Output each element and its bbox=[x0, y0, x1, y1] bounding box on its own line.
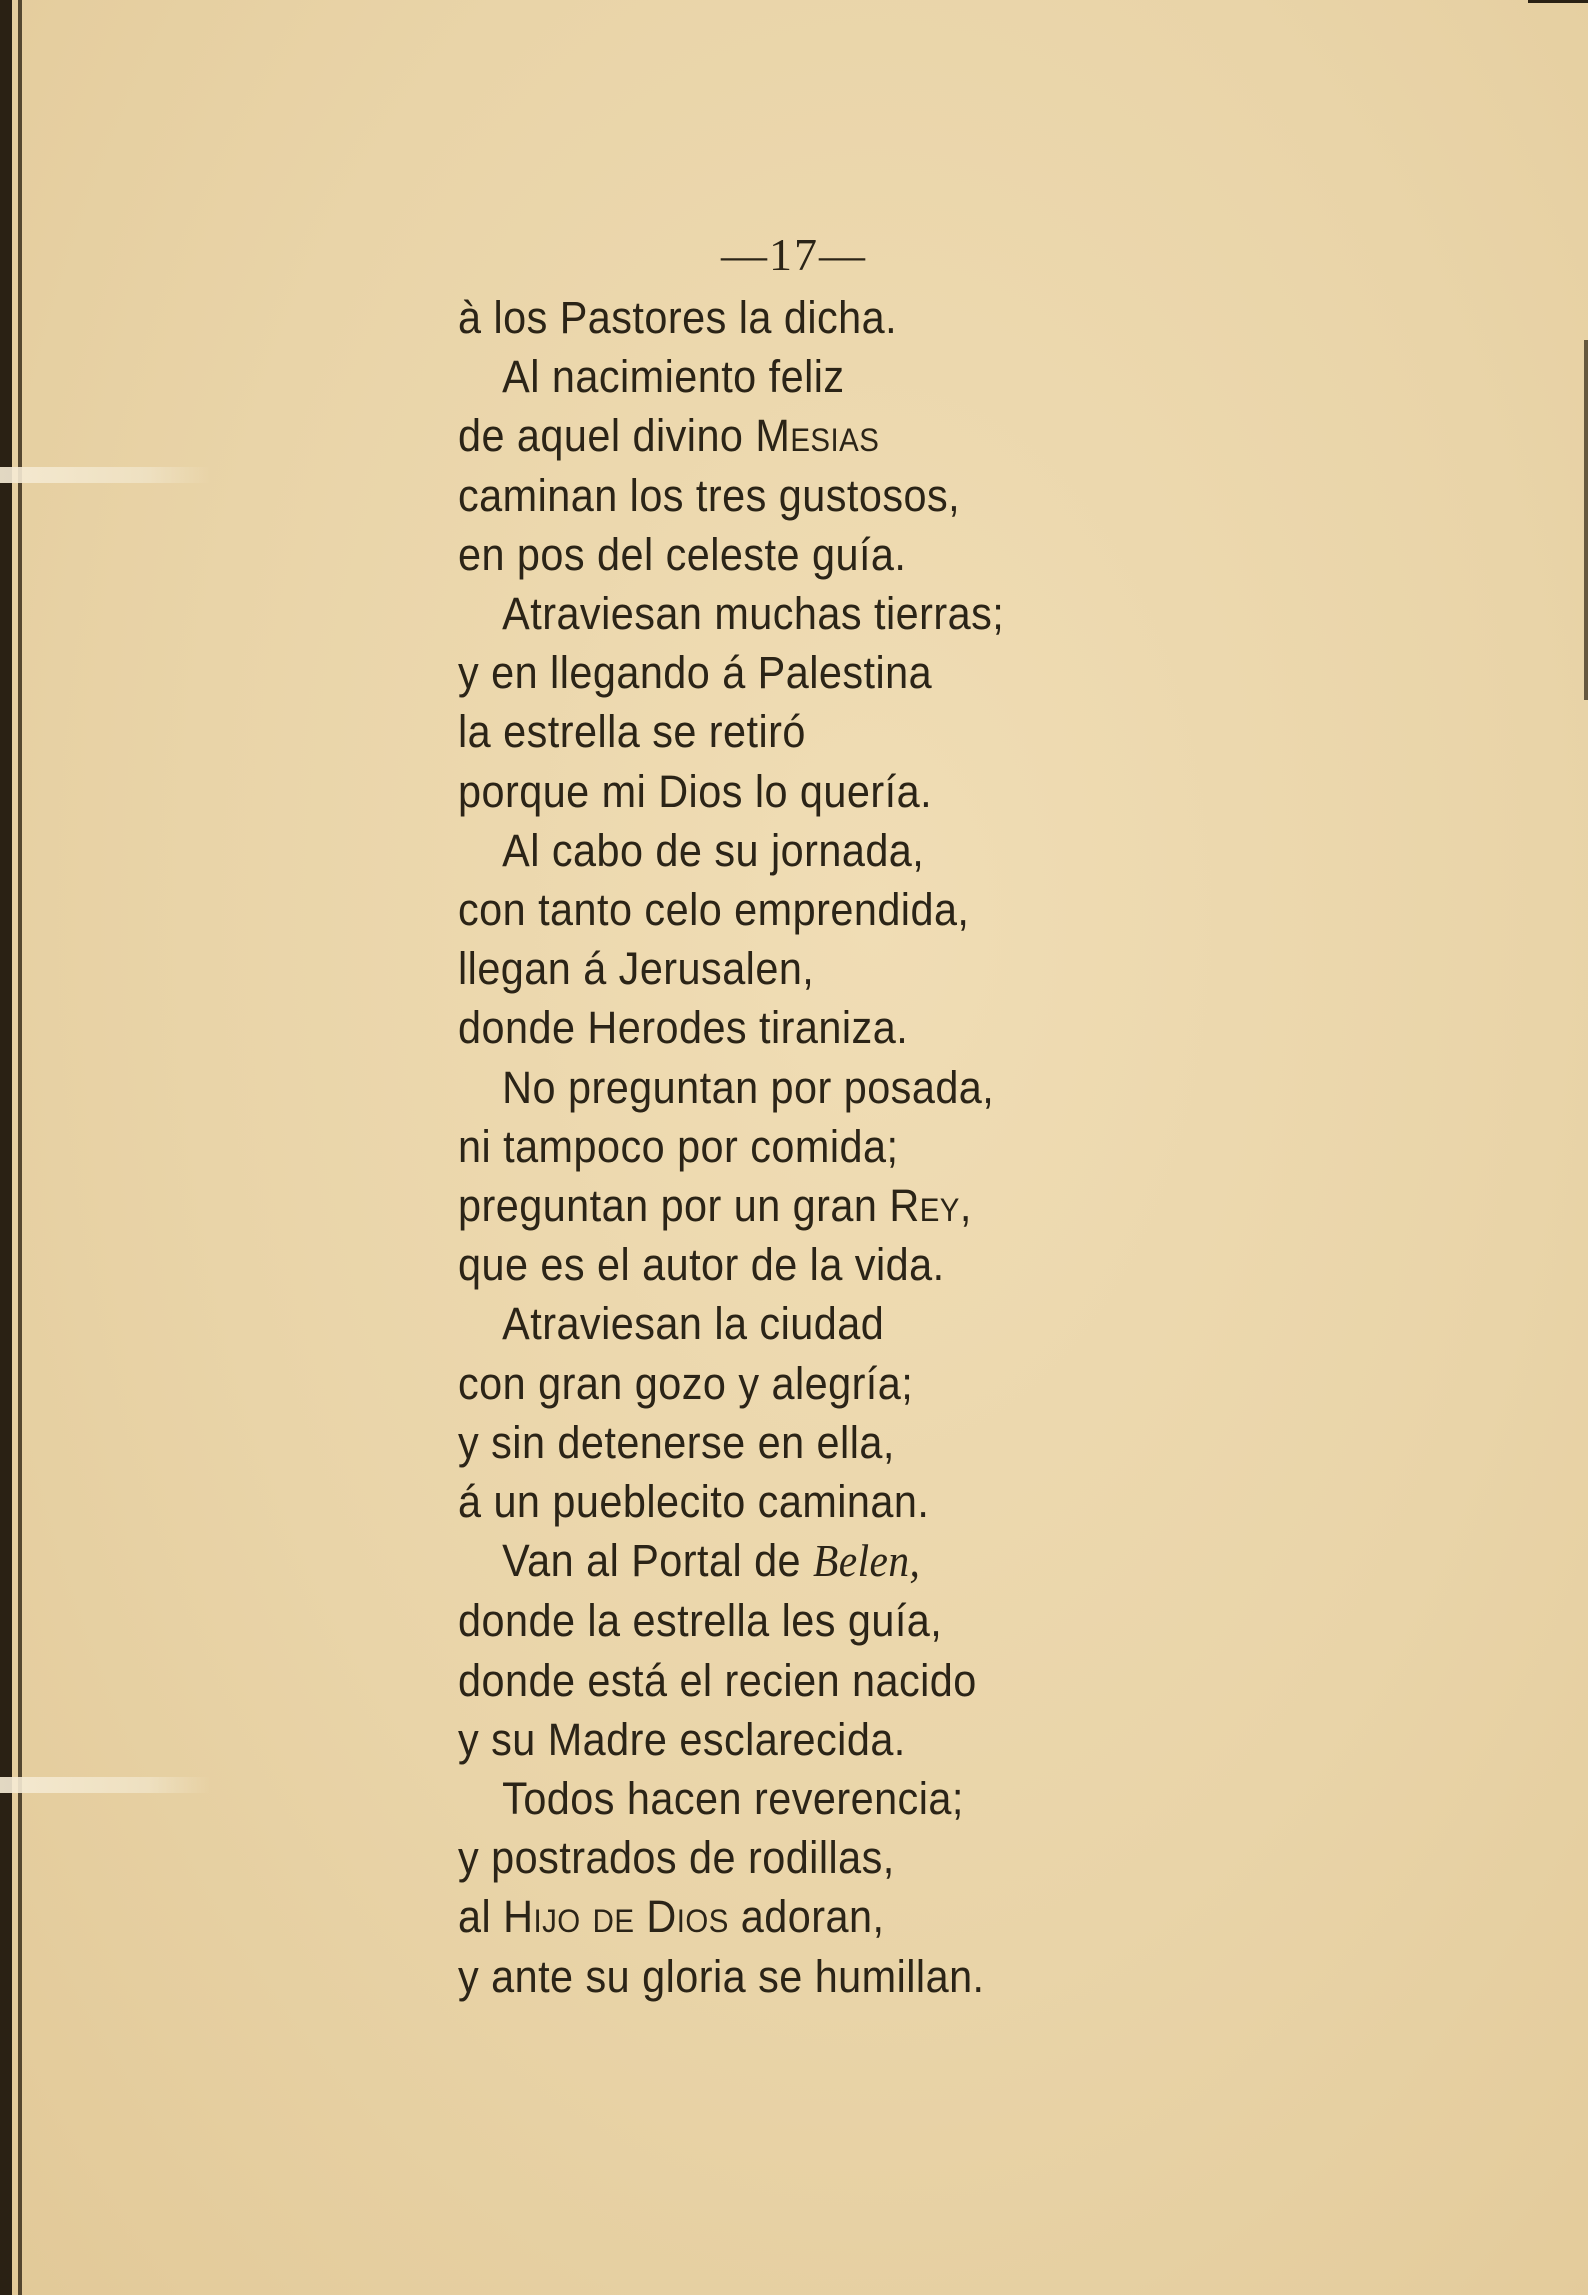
small-caps-name: Rey bbox=[889, 1180, 960, 1232]
poem-line: porque mi Dios lo quería. bbox=[458, 765, 933, 817]
poem-line-text: al bbox=[458, 1891, 504, 1943]
small-caps-name: Mesias bbox=[755, 410, 880, 462]
small-caps-name: Hijo de Dios bbox=[503, 1891, 729, 1943]
poem-line: en pos del celeste guía. bbox=[458, 528, 907, 580]
poem-line bbox=[458, 1176, 1378, 1235]
poem-line: Todos hacen reverencia; bbox=[502, 1773, 964, 1825]
poem-line bbox=[458, 1887, 1378, 1946]
poem-line: y ante su gloria se humillan. bbox=[458, 1950, 985, 2002]
italic-place-name: Belen, bbox=[813, 1536, 921, 1587]
binding-stitch bbox=[0, 1777, 210, 1793]
poem-line: donde la estrella les guía, bbox=[458, 1595, 943, 1647]
binding-stitch bbox=[0, 467, 210, 483]
binding-fold-line bbox=[18, 0, 22, 2295]
poem-line: caminan los tres gustosos, bbox=[458, 469, 961, 521]
poem-line: à los Pastores la dicha. bbox=[458, 292, 898, 343]
page-number: —17— bbox=[721, 229, 867, 280]
right-page-edge bbox=[1584, 340, 1588, 700]
poem-line: donde está el recien nacido bbox=[458, 1654, 977, 1706]
poem-line: la estrella se retiró bbox=[458, 706, 806, 758]
page-corner-edge bbox=[1528, 0, 1588, 3]
poem-line-text: preguntan por un gran bbox=[458, 1180, 890, 1232]
poem-text bbox=[458, 288, 1378, 2006]
poem-line: Atraviesan muchas tierras; bbox=[502, 588, 1005, 640]
poem-line bbox=[458, 406, 1378, 465]
poem-line: No preguntan por posada, bbox=[502, 1061, 995, 1113]
poem-line: y postrados de rodillas, bbox=[458, 1832, 895, 1884]
poem-line-text: , bbox=[959, 1180, 972, 1232]
binding-edge bbox=[0, 0, 12, 2295]
poem-line: Atraviesan la ciudad bbox=[502, 1298, 885, 1350]
poem-line: llegan á Jerusalen, bbox=[458, 943, 815, 995]
poem-line: ni tampoco por comida; bbox=[458, 1120, 899, 1172]
poem-line: donde Herodes tiraniza. bbox=[458, 1002, 909, 1054]
poem-line: Al cabo de su jornada, bbox=[502, 824, 925, 876]
poem-line: y sin detenerse en ella, bbox=[458, 1416, 895, 1468]
poem-line bbox=[458, 1531, 1378, 1591]
poem-line-text: Van al Portal de bbox=[502, 1535, 814, 1587]
poem-line: Al nacimiento feliz bbox=[502, 351, 845, 403]
poem-line: que es el autor de la vida. bbox=[458, 1239, 945, 1291]
poem-line: con gran gozo y alegría; bbox=[458, 1357, 914, 1409]
poem-line: con tanto celo emprendida, bbox=[458, 884, 970, 936]
poem-line: y su Madre esclarecida. bbox=[458, 1713, 906, 1765]
poem-line: y en llegando á Palestina bbox=[458, 647, 933, 699]
poem-line-text: adoran, bbox=[728, 1891, 885, 1943]
poem-line: á un pueblecito caminan. bbox=[458, 1476, 930, 1528]
poem-line-text: de aquel divino bbox=[458, 410, 756, 462]
